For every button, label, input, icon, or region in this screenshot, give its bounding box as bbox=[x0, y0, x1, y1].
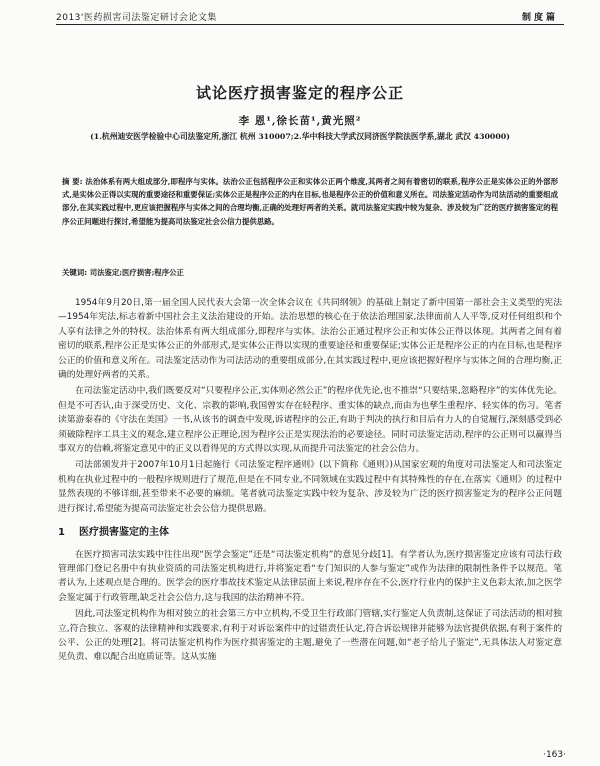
keywords-label: 关键词: bbox=[62, 268, 88, 277]
paragraph: 在司法鉴定活动中,我们既要反对“只要程序公正,实体则必然公正”的程序优先论,也不推崇“只要结果,忽略程序”的实体优先论。但是不可否认,由于深受历史、文化、宗教的影响,我国曾实存在轻程序、重实体的缺点,而由为也孳生重程序、轻实体的伤习。笔者读第游泰春的《守法在美国》一书,从该书的调查中发现,诉诸程序的公正,有助于判决的执行和目后有力人的自觉履行,深刻感受到必须破除程序工具主义的观念,建立程序公正理论,因为程序公正是实现法治的必要途径。同时司法鉴定活动,程序的公正则可以赢得当事双方的信赖,将鉴定意见中的正义以看得见的方式得以实现,从而提升司法鉴定的社会公信力。 bbox=[58, 386, 562, 455]
paper-title: 试论医疗损害鉴定的程序公正 bbox=[195, 84, 404, 102]
body-text bbox=[58, 296, 562, 667]
abstract bbox=[62, 175, 558, 228]
section-heading bbox=[58, 526, 562, 540]
authors: 李 恩¹,徐长苗¹,黄光照² bbox=[238, 115, 362, 127]
affiliation: (1.杭州迪安医学检验中心司法鉴定所,浙江 杭州 310007;2.华中科技大学武汉同济医学院法医学系,湖北 武汉 430000) bbox=[90, 132, 510, 141]
paragraph: 因此,司法鉴定机构作为相对独立的社会第三方中立机构,不受卫生行政部门管辖,实行鉴定人负责制,这保证了司法活动的相对独立,符合独立、客观的法律精神和实践要求,有利于对诉讼案件中的过错责任认定,符合诉讼规律并能够为法官提供依据,有利于案件的公平、公正的处理[2]。将司法鉴定机构作为医疗损害鉴定的主题,避免了一些潜在问题,如“老子给儿子鉴定”,无具体法人对鉴定意见负责、难以配合出庭质证等。这从实施 bbox=[58, 609, 562, 663]
section-number: 1 bbox=[58, 527, 65, 539]
running-header bbox=[56, 8, 564, 25]
paragraph: 1954年9月20日,第一届全国人民代表大会第一次全体会议在《共同纲领》的基础上制定了新中国第一部社会主义类型的宪法—1954年宪法,标志着新中国社会主义法治建设的开始。法治思想的核心在于依法治理国家,法律面前人人平等,反对任何组织和个人享有法律之外的特权。法治体系有两大组成部分,即程序与实体。法治公正通过程序公正和实体公正得以体现。其两者之间有着密切的联系,程序公正是实体公正的外部形式,是实体公正得以实现的重要途径和重要保证;实体公正是程序公正的内在目标,也是程序公正的价值和意义所在。司法鉴定活动作为司法活动的重要组成部分,在其实践过程中,更应该把握好程序与实体之间的合理均衡,正确的处理好两者的关系。 bbox=[58, 298, 562, 381]
section-name: 制度篇 bbox=[521, 13, 558, 23]
page-number: ·163· bbox=[543, 750, 566, 760]
abstract-text: 法治体系有两大组成部分,即程序与实体。法治公正包括程序公正和实体公正两个维度,其两者之间有着密切的联系,程序公正是实体公正的外部形式,是实体公正得以实现的重要途径和重要保证;实体公正是程序公正的内在目标,也是程序公正的价值和意义所在。司法鉴定活动作为司法活动的重要组成部分,在其实践过程中,更应该把握程序与实体之间的合理均衡,正确的处理好两者的关系。就司法鉴定实践中较为复杂、涉及较为广泛的医疗损害鉴定的程序公正问题进行探讨,希望能为提高司法鉴定社会公信力提供思路。 bbox=[62, 177, 559, 226]
section-title: 医疗损害鉴定的主体 bbox=[78, 527, 169, 539]
paragraph: 司法部颁发并于2007年10月1日起施行《司法鉴定程序通则》(以下简称《通则》)从国家宏观的角度对司法鉴定人和司法鉴定机构在执业过程中的一般程序规则进行了规范,但是在不同专业,不同领域在实践过程中有其特殊性的存在,在落实《通则》的过程中显然表现的不够详细,甚至带来不必要的麻烦。笔者就司法鉴定实践中较为复杂、涉及较为广泛的医疗损害鉴定为的程序公正问题进行探讨,希望能为提高司法鉴定社会公信力提供思路。 bbox=[58, 460, 562, 514]
paragraph: 在医疗损害司法实践中往往出现“医学会鉴定”还是“司法鉴定机构”的意见分歧[1]。有学者认为,医疗损害鉴定应该有司法行政管理部门登记名册中有执业资质的司法鉴定机构进行,并将鉴定看“专门知识的人参与鉴定”或作为法律的限制性条件予以规范。笔者认为,上述观点是合理的。医学会的医疗事故技术鉴定从法律层面上来说,程序存在不公,医疗行业内的保护主义色彩太浓,加之医学会鉴定属于行政管理,缺乏社会公信力,这与我国的法治精神不符。 bbox=[58, 549, 562, 603]
abstract-label: 摘 要: bbox=[62, 177, 83, 186]
keywords bbox=[62, 266, 558, 279]
keywords-text: 司法鉴定;医疗损害;程序公正 bbox=[89, 268, 184, 277]
journal-name: 2013'医药损害司法鉴定研讨会论文集 bbox=[56, 13, 217, 23]
